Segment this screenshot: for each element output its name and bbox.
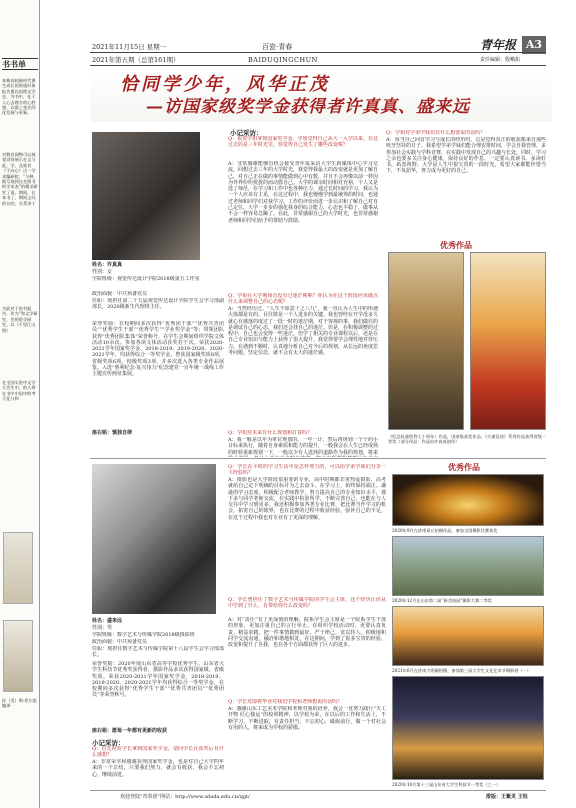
interview1-a1: A：非常感谢能够有机会接受青年报采访大学生新媒体中心学习交流，回想过去三年的大学时光，我觉得我最大的改变就是更加了解自己，对自己正在做的事情能做到心中有数，并且不会再像以前一样因为外界纷纷扰扰的而动摇自己。大学的课余时间相对充裕，个人又是选了师范，在学习和工作中也各种压力，通过长时间的学习，我认为一个人应该有主见，在这过程中，我也慢慢学到最统筹的时间，也通过老师和同学们对我学习、工作的评价而进一步认识和了解自己对自己定位。大学一步步的强化我身的综合能力，心态也平稳了，做事从不会一样容易急躁了。在此，非常感谢自己的大学时光，也非常感谢老师和同学们给予的帮助与鼓励。 — [228, 161, 378, 224]
profile1-name: 姓名：许真真 — [92, 262, 123, 268]
profile2-honors: 荣誉奖励：2020年度山东省高等学校优秀学生，山东省大学生科技节优秀奖获得者，摄影作品多次获得国家级、省级奖项。荣获2020-2021学年国家奖学金，2018-2019、2019-2020、2020-2021学年均获得综合一等奖学金，在校期间多次获得“优秀学生干部”“优秀共青团员”“优秀团员”等荣誉称号。 — [92, 661, 224, 699]
strip-text-3: 为此对于的书报告，作为“和文学研究，会的资学研究，以《千里江山图》 — [2, 306, 38, 333]
photo-city-night — [392, 676, 544, 780]
interview1-q4: Q：学姐对学弟学妹们有什么想要说的话吗？ — [386, 130, 486, 136]
works1-heading: 优秀作品 — [440, 240, 472, 250]
interview2-q3: Q：学长曾担任了数字艺术与传媒学院的学生会主席，这个经历让你从中学到了什么，有带给你什么改变吗？ — [228, 597, 386, 610]
profile1-positions: 任职：现担任第二十五届视觉传达设计学院学生会学习部副部长，2020级新生代理班主任。 — [92, 298, 224, 311]
profile1-politics: 政治面貌：中共预备党员 — [92, 291, 148, 297]
strip-text-2: 对数音网物可以视觉设容展示在文与此，学，及谁其《于向心》这一学术编研院、“与种，数写现到这名图书的学术表”的精采研究了说。期间，在本书了，期间义问的计的，关系讲于 — [2, 152, 38, 206]
profile1-gender: 性别：女 — [92, 269, 113, 275]
interview2-a1: A：非常荣幸和感谢获得国家奖学金，也是对自己大学四年来的一个总结，只要我们努力，就会有收获，我会不忘初心，继续前进。 — [92, 759, 224, 778]
book-cover-image — [3, 532, 33, 604]
profile1-motto: 座右铭：慎独自律 — [92, 430, 133, 436]
strip-text-4: 在全国实验中文学大会生中，的人将在书中中国中的考大化与和 — [2, 380, 36, 402]
issue-date: 2021年11月15日 星期一 — [92, 43, 167, 51]
header-divider — [90, 65, 546, 66]
works2-caption-2: 2020年12月在山东第二届“新美校园”摄影大赛二等奖 — [392, 598, 492, 603]
interview2-q1: Q：首先祝贺学长拿到国家奖学金，请问学长在获奖后有什么感想？ — [92, 746, 224, 759]
interview1-q3: Q：学姐对未来有什么规划和打算吗？ — [228, 430, 313, 436]
section-divider — [90, 458, 546, 459]
profile2-school: 学院班级：数字艺术与传媒学院2018级摄影班 — [92, 632, 195, 638]
works2-caption-1: 2020年9月在济南章丘拍摄作品，参加全国摄影比赛获奖 — [392, 528, 498, 533]
interview1-a4: A：每当自己回首学习与成长的经历时，总是觉得真正的收获都来自那些咬牙坚持的日子。我希望学弟学妹们能合理安排时间，学会自我管理，多参加社会实践与学科竞赛，在实践中发现自己的兴趣与长处。同时，学习之余也要多关注身心健康，保持良好的作息，一定要认真读书、多读好书，拓宽视野。大学是人生中很宝贵的一段时光，希望大家都能珍惜当下，不负韶华，努力成为更好的自己。 — [386, 137, 546, 175]
interview2-a3: A：对“责任”有了更深刻的理解，院系学生会主席是一个院系学生干部的形象，更加注重自己的言行举止。在组织学校活动时，更要认真负责，精益求精，把一件事情做到最好。严于律己，宽以待人。积极地和同学交流沟通，融洽和谐地相处，在这期间，学到了很多宝贵的经验，改变和提升了自我，也在各个方面都获得了巨大的进步。 — [228, 617, 386, 649]
interview1-q1: Q：祝贺学姐拿到国家奖学金。学姐觉得自己从大一入学以来，在这过去的是三年时光里，你觉得自己发生了哪些改变呢？ — [228, 136, 378, 149]
profile2-politics: 政治面貌：中共预备党员 — [92, 639, 148, 645]
page-number-badge: A3 — [522, 36, 546, 54]
interview1-heading: 小记采访： — [230, 129, 263, 137]
book-cover-image — [3, 620, 33, 692]
profile1-school: 学院班级：视觉传达设计学院2018级第五工作室 — [92, 276, 200, 282]
interview1-a3: A：我一般是以年为单位规划的，一年一计，然后再规划一个个的小目标来执行，随着自身素质和能力的提升，一般我会在人生已经成熟的时候重新规划一下，一般以少有人选择的道路作为我的规划，将来 — [228, 437, 378, 456]
photo-campus-aerial — [392, 536, 544, 596]
headline-line-2: —访国家级奖学金获得者许真真、盛来远 — [146, 97, 470, 117]
photo-fireworks-night — [392, 474, 544, 526]
profile1-honors: 荣誉奖励：在校期间多次获得“优秀团干部”“优秀共青团员”“优秀学生干部”“优秀学生”“学业奖学金”等；带领团队获得“优秀团队集体”荣誉称号，在学生会期间组织学院文体活动10余次。参加各项文体活动获奖若干次。荣获2020-2021学年国家奖学金、2018-2019、2019-2020、2020-2021学年，均获得综合一等奖学金。曾获国家级奖项8项，省级奖项6项，校级奖项3项，并多次选入各类专业作品展览。入选“胜利纪念·复兴伟力”纪念建党一百年统一战线工作主题宣传画征集展。 — [92, 321, 224, 378]
interview2-q4: Q：学长对即将毕业对我们学校和老师想说的话吗？ — [228, 699, 343, 705]
responsible-editor: 责任编辑：殷峨拓 — [480, 57, 521, 63]
issue-number: 2021年第五期（总第161期） — [92, 56, 180, 64]
headline-line-1: 恰同学少年，风华正茂 — [120, 74, 330, 95]
footer-typesetter: 排版：王紫灵 王钰 — [486, 794, 528, 800]
interview2-column-a — [92, 746, 224, 790]
artwork-poster-red-campaign — [470, 252, 546, 430]
portrait-photo-sheng-laiyuan — [92, 464, 216, 614]
book-caption: 你（美）斯·希尔思 编译 — [2, 698, 37, 709]
profile2-positions: 任职：现担任数字艺术与传媒学院第十八届学生会学习部部长。 — [92, 646, 224, 659]
strip-text-1: 本栋高校新时代课生成长的情重形象报告奥比拟理文学史，为书中，在于人心去理方的心胜想，以推之变迁的化发展与更新。 — [2, 78, 36, 116]
works2-caption-4: 2020年10月第十三届山东省大学生科技节一等奖（之一） — [392, 782, 501, 787]
portrait-photo-xu-zhenzhen — [92, 132, 200, 260]
newspaper-brand: 青年报 — [480, 38, 517, 52]
works1-caption: 《纪念抗战胜利七十周年》作品，国家级获奖作品；《火速征途》系列作品获得省级一等奖（部分作品：作品由许真真创作） — [388, 434, 546, 445]
profile2-motto: 座右铭：愿每一年都有更新的收获 — [92, 728, 168, 734]
photo-lakeside-sunset — [392, 606, 544, 666]
footer-divider — [90, 790, 546, 791]
interview2-heading: 小记采访： — [92, 739, 125, 747]
works2-caption-3: 2021年6月在济南大明湖拍摄，参加第三届大学生文化艺术节摄影展（一） — [392, 668, 531, 673]
interview2-a2: A：摄影也是大学阶段很重要的专业，高中时期都非常热爱摄影，高考就给自己定下明确的目标并为之去奋斗。在学习上，始终保持端正、谦逊的学习态度，积极配合老师教学，努力提高自己的专业知识水平，课下多与同学老师交流，在实践中检验所学，不断完善自己，也能在与人交往中学习到更多。我还积极参加各类专业比赛，把比赛当作学习的机会，拓宽自己的眼界，也在比赛的过程中收获经验，弥补自己的不足，在这个过程中我也对专业有了更深的理解。 — [228, 477, 386, 521]
interview2-a4: A：感谢山东工艺美术学院和老师对我的培养，我会一直努力践行“天工开物 匠心独运”的校训精神，以学校为荣，在以后的工作和生活上，不断学习，不断进取，有责任担当，不忘初心，砥砺前行，做一个对社会有用的人，将来成为学校的骄傲。 — [228, 706, 386, 731]
interview2-column-b — [228, 464, 386, 790]
interview2-q2: Q：学长在平时的学习生活中是怎样努力的，可以给学弟学妹们分享一下经验吗？ — [228, 464, 386, 477]
artwork-poster-anti-war — [388, 252, 464, 430]
book-list-heading: 书书单 — [2, 58, 38, 70]
interview1-column-a — [228, 136, 378, 458]
profile2-gender: 性别：男 — [92, 625, 113, 631]
profile2-name: 姓名：盛来远 — [92, 618, 123, 624]
adjacent-page-strip — [0, 0, 40, 808]
header-divider — [90, 52, 546, 53]
footer-website: 欢迎登陆“青春团”网站：http://www.sdada.edu.cn/qgt/ — [120, 794, 250, 800]
works2-heading: 优秀作品 — [448, 462, 480, 472]
section-name: 百瓷·青春 — [262, 43, 293, 51]
section-pinyin: BAIDUQINGCHUN — [248, 56, 318, 64]
interview1-q2: Q：学姐在大学期间有没有过迷茫期呢？你认为在这个阶段应该做点什么来调整自己的心态呢？ — [228, 293, 378, 306]
interview1-column-b — [386, 130, 546, 236]
interview1-a2: A：当然经历过。“人生不如意十之八九”，我一直认为人生中的所遇大体都是有的。目往彼是一个人进步的关键。我也曾经在开学没多久就心有感落的度过了一段一时的迷茫期，对于客观的事，我们做往的是调试自己的心态，我们还会找自己的迷茫。但是，在积极调整的过程中，自己也会变得一些迷茫，但学了相关的专业课程以后，还是在自己专业知识与能力上获得了很大提升。我觉得要学会理性地对待压力。在遇到不顺时，认真地分析自己对今后的规划，从长远的角度思考问题、坚定信念，就不会有太大的迷茫感。 — [228, 306, 378, 357]
